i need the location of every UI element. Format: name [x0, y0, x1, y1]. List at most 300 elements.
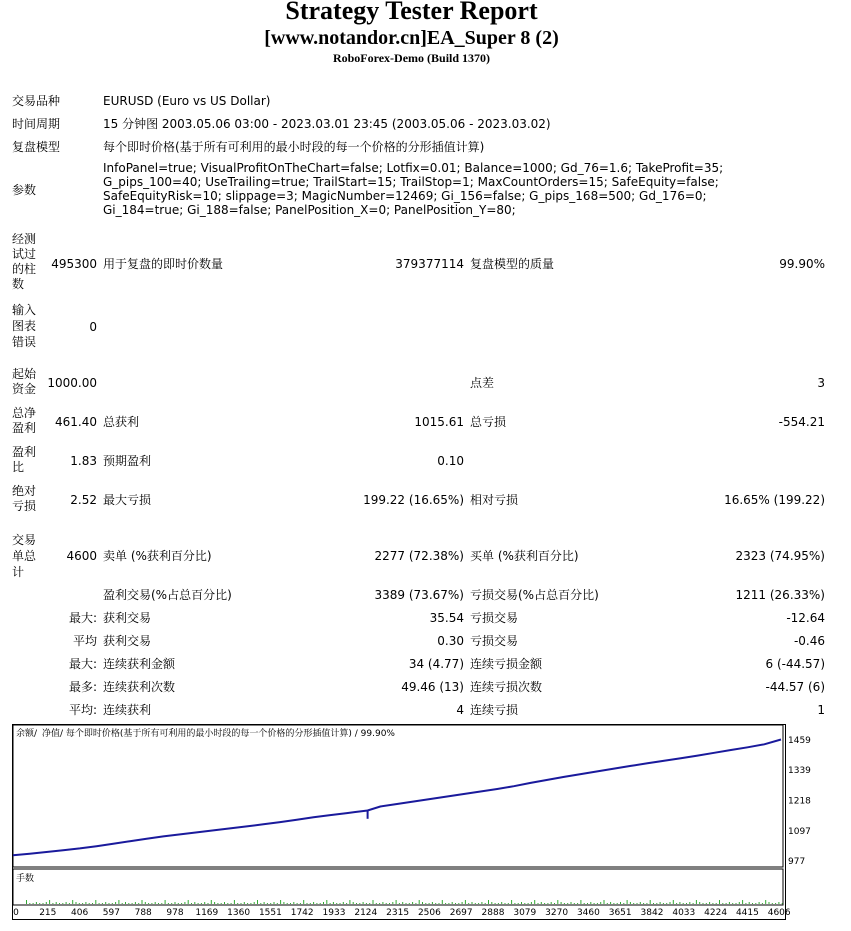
bars-value: 495300 [51, 257, 97, 271]
balance-chart [12, 724, 811, 919]
x-tick-label: 2697 [449, 908, 473, 918]
lots-bar [623, 903, 624, 904]
lots-bar [161, 903, 162, 904]
lots-bar [653, 903, 654, 904]
profit-factor-value: 1.83 [70, 454, 97, 468]
legend-sep-1: / [34, 729, 38, 739]
legend-equity: 净值 [42, 729, 61, 739]
lots-bar [749, 902, 750, 904]
lots-bar [435, 903, 436, 904]
lots-bar [148, 903, 149, 904]
lots-bar [26, 900, 27, 904]
lots-bar [36, 902, 37, 904]
lots-bar [782, 903, 783, 904]
lots-bar [340, 903, 341, 904]
lots-bar [475, 903, 476, 904]
lots-bar [448, 903, 449, 904]
lots-bar [382, 902, 383, 904]
largest-profit-label: 获利交易 [103, 611, 152, 625]
lots-bar [194, 902, 195, 904]
lots-bar [224, 902, 225, 904]
x-tick-label: 3651 [608, 908, 632, 918]
short-trades-value: 2277 (72.38%) [374, 549, 464, 563]
lots-bar [514, 903, 515, 904]
lots-bar [211, 900, 212, 904]
deposit-value: 1000.00 [47, 376, 97, 390]
lots-bar [356, 903, 357, 904]
total-trades-value: 4600 [66, 549, 97, 563]
x-tick-label: 4415 [735, 908, 759, 918]
lots-bar [49, 900, 50, 904]
lots-bar [488, 900, 489, 904]
x-tick-label: 3270 [545, 908, 569, 918]
lots-bar [353, 902, 354, 904]
lots-bar [43, 903, 44, 904]
profit-factor-label: 盈利比 [12, 445, 37, 474]
loss-trades-label: 亏损交易(%占总百分比) [470, 588, 599, 602]
lots-bar [528, 903, 529, 904]
lots-bar [151, 903, 152, 904]
x-tick-label: 215 [39, 908, 57, 918]
lots-bar [283, 902, 284, 904]
loss-trades-value: 1211 (26.33%) [735, 588, 825, 602]
lots-bar [646, 903, 647, 904]
lots-bar [511, 900, 512, 904]
lots-bar [184, 902, 185, 904]
lots-bar [99, 903, 100, 904]
lots-bar [188, 900, 189, 904]
lots-bar [600, 902, 601, 904]
lots-bar [686, 903, 687, 904]
lots-bar [541, 902, 542, 904]
lots-bar [402, 902, 403, 904]
lots-bar [594, 903, 595, 904]
x-tick-label: 1742 [290, 908, 314, 918]
lots-bar [419, 900, 420, 904]
average-prefix: 平均 [72, 634, 97, 648]
lots-bar [373, 900, 374, 904]
lots-bar [158, 903, 159, 904]
lots-bar [376, 903, 377, 904]
symbol-label: 交易品种 [12, 94, 61, 108]
model-value: 每个即时价格(基于所有可利用的最小时段的每一个价格的分形插值计算) [103, 140, 485, 154]
lots-bar [326, 900, 327, 904]
params-value: InfoPanel=true; VisualProfitOnTheChart=false; Lotfix=0.01; Balance=1000; Gd_76=1.6; TakeProfit=35; G_pips_100=40; UseTrailing=true; TrailStart=15; TrailStop=1; MaxCountOrders=15; SafeEquity=false; SafeEquityRisk=10; slippage=3; MagicNumber=12469; Gi_156=false; G_pips_168=500; Gd_176=0; Gi_184=true; Gi_188=false; PanelPosition_X=0; PanelPosition_Y=80; [103, 161, 724, 217]
lots-bar [138, 903, 139, 904]
lots-bar [274, 902, 275, 904]
max-cons-profit-value: 49.46 (13) [401, 680, 464, 694]
lots-bar [574, 903, 575, 904]
lots-bar [485, 903, 486, 904]
lots-bar [425, 903, 426, 904]
lots-bar [171, 903, 172, 904]
max-cons-win-amount-value: 34 (4.77) [408, 657, 464, 671]
lots-bar [679, 902, 680, 904]
lots-bar [59, 903, 60, 904]
lots-bar [458, 903, 459, 904]
x-tick-label: 3460 [576, 908, 600, 918]
avg-profit-label: 获利交易 [103, 634, 152, 648]
avg-cons-prefix: 平均: [68, 703, 97, 717]
lots-bar [89, 903, 90, 904]
lots-bar [386, 903, 387, 904]
lots-bar [769, 902, 770, 904]
lots-bar [518, 903, 519, 904]
lots-bar [439, 903, 440, 904]
lots-bar [571, 902, 572, 904]
lots-bar [696, 900, 697, 904]
lots-bar [683, 903, 684, 904]
lots-bar [336, 903, 337, 904]
lots-bar [267, 903, 268, 904]
lots-bar [432, 902, 433, 904]
ticks-label: 用于复盘的即时价数量 [103, 257, 224, 271]
profit-trades-value: 3389 (73.67%) [374, 588, 464, 602]
lots-bar [85, 902, 86, 904]
lots-bar [297, 903, 298, 904]
max-drawdown-label: 最大亏损 [103, 493, 152, 507]
x-tick-label: 0 [13, 908, 19, 918]
lots-bar [105, 902, 106, 904]
y-tick-label: 977 [788, 857, 806, 867]
profit-trades-label: 盈利交易(%占总百分比) [103, 588, 232, 602]
lots-bar [82, 903, 83, 904]
x-tick-label: 3842 [640, 908, 664, 918]
lots-plot-area [13, 869, 783, 905]
lots-bar [178, 903, 179, 904]
symbol-value: EURUSD (Euro vs US Dollar) [103, 94, 271, 108]
lots-label: 手数 [16, 874, 35, 884]
lots-bar [46, 902, 47, 904]
lots-bar [316, 903, 317, 904]
lots-bar [739, 902, 740, 904]
lots-bar [366, 903, 367, 904]
lots-bar [729, 902, 730, 904]
lots-bar [544, 903, 545, 904]
lots-bar [214, 902, 215, 904]
lots-bar [349, 900, 350, 904]
lots-bar [257, 900, 258, 904]
lots-bar [429, 903, 430, 904]
lots-bar [79, 903, 80, 904]
lots-bar [508, 903, 509, 904]
lots-bar [610, 902, 611, 904]
lots-bar [270, 903, 271, 904]
lots-bar [208, 903, 209, 904]
lots-bar [310, 903, 311, 904]
report-server: RoboForex-Demo (Build 1370) [332, 51, 491, 65]
lots-bar [181, 903, 182, 904]
x-tick-label: 406 [71, 908, 89, 918]
lots-bar [76, 902, 77, 904]
lots-bar [491, 902, 492, 904]
errors-value: 0 [89, 320, 97, 334]
lots-bar [320, 903, 321, 904]
lots-bar [95, 900, 96, 904]
lots-bar [501, 902, 502, 904]
lots-bar [577, 903, 578, 904]
lots-bar [109, 903, 110, 904]
lots-bar [237, 903, 238, 904]
largest-prefix: 最大: [68, 611, 97, 625]
lots-bar [607, 903, 608, 904]
lots-bar [33, 903, 34, 904]
lots-bar [118, 900, 119, 904]
lots-bar [465, 900, 466, 904]
lots-bar [732, 903, 733, 904]
period-value: 15 分钟图 2003.05.06 03:00 - 2023.03.01 23:45 (2003.05.06 - 2023.03.02) [103, 117, 551, 131]
lots-bar [617, 903, 618, 904]
lots-bar [66, 902, 67, 904]
lots-bar [313, 902, 314, 904]
lots-bar [132, 903, 133, 904]
gross-profit-label: 总获利 [103, 415, 140, 429]
largest-profit-value: 35.54 [429, 611, 464, 625]
lots-bar [468, 903, 469, 904]
lots-bar [399, 903, 400, 904]
lots-bar [102, 903, 103, 904]
lots-bar [241, 903, 242, 904]
lots-bar [250, 903, 251, 904]
lots-bar [303, 900, 304, 904]
lots-bar [640, 902, 641, 904]
max-cons-loss-value: -44.57 (6) [765, 680, 825, 694]
legend-model: / 每个即时价格(基于所有可利用的最小时段的每一个价格的分形插值计算) / 99.90% [60, 729, 395, 739]
lots-bar [277, 903, 278, 904]
errors-label: 输入图表错误 [12, 303, 37, 349]
x-tick-label: 4033 [672, 908, 696, 918]
lots-bar [656, 903, 657, 904]
lots-bar [689, 902, 690, 904]
lots-bar [551, 902, 552, 904]
params-label: 参数 [12, 183, 37, 197]
lots-bar [524, 903, 525, 904]
quality-value: 99.90% [779, 257, 825, 271]
lots-bar [462, 902, 463, 904]
lots-bar [534, 900, 535, 904]
lots-bar [772, 903, 773, 904]
avg-loss-label: 亏损交易 [470, 634, 519, 648]
largest-loss-label: 亏损交易 [470, 611, 519, 625]
lots-bar [580, 900, 581, 904]
lots-bar [307, 903, 308, 904]
lots-bar [217, 903, 218, 904]
lots-bar [191, 903, 192, 904]
avg-cons-loss-label: 连续亏损 [470, 703, 519, 717]
ticks-value: 379377114 [395, 257, 464, 271]
lots-bar [346, 903, 347, 904]
lots-bar [412, 902, 413, 904]
long-trades-value: 2323 (74.95%) [735, 549, 825, 563]
lots-bar [452, 902, 453, 904]
avg-cons-win-label: 连续获利 [103, 703, 152, 717]
lots-bar [472, 902, 473, 904]
lots-bar [561, 902, 562, 904]
lots-bar [142, 900, 143, 904]
lots-bar [712, 903, 713, 904]
lots-bar [755, 903, 756, 904]
lots-bar [389, 903, 390, 904]
lots-bar [260, 903, 261, 904]
lots-bar [201, 903, 202, 904]
x-tick-label: 3079 [513, 908, 537, 918]
spread-label: 点差 [470, 376, 495, 390]
lots-bar [597, 903, 598, 904]
avg-profit-value: 0.30 [437, 634, 464, 648]
lots-bar [442, 900, 443, 904]
lots-bar [204, 902, 205, 904]
y-tick-label: 1339 [788, 766, 811, 777]
lots-bar [359, 903, 360, 904]
lots-bar [531, 902, 532, 904]
lots-bar [660, 902, 661, 904]
net-profit-label: 总净盈利 [12, 406, 37, 435]
lots-bar [666, 903, 667, 904]
lots-bar [128, 903, 129, 904]
lots-bar [590, 902, 591, 904]
lots-bar [745, 903, 746, 904]
avg-cons-win-value: 4 [456, 703, 464, 717]
x-tick-label: 1551 [258, 908, 282, 918]
total-trades-label: 交易单总计 [12, 533, 37, 579]
long-trades-label: 买单 (%获利百分比) [470, 549, 579, 563]
largest-loss-value: -12.64 [786, 611, 825, 625]
lots-bar [709, 902, 710, 904]
lots-bar [765, 900, 766, 904]
lots-bar [244, 902, 245, 904]
rel-drawdown-label: 相对亏损 [470, 493, 519, 507]
lots-bar [670, 902, 671, 904]
report-subtitle: [www.notandor.cn]EA_Super 8 (2) [264, 27, 559, 49]
lots-bar [505, 903, 506, 904]
lots-bar [633, 903, 634, 904]
abs-drawdown-value: 2.52 [70, 493, 97, 507]
lots-bar [363, 902, 364, 904]
lots-bar [145, 902, 146, 904]
lots-bar [538, 903, 539, 904]
lots-bar [56, 902, 57, 904]
max-cons-profit-label: 连续获利次数 [103, 680, 176, 694]
payoff-label: 预期盈利 [103, 454, 152, 468]
lots-bar [481, 902, 482, 904]
x-tick-label: 597 [102, 908, 120, 918]
lots-bar [290, 903, 291, 904]
lots-bar [613, 903, 614, 904]
lots-bar [716, 903, 717, 904]
lots-bar [300, 903, 301, 904]
lots-bar [762, 903, 763, 904]
lots-bar [775, 903, 776, 904]
lots-bar [392, 902, 393, 904]
lots-bar [604, 900, 605, 904]
lots-bar [165, 900, 166, 904]
y-axis [788, 736, 811, 867]
report-title: Strategy Tester Report [285, 0, 538, 25]
lots-bar [719, 900, 720, 904]
x-tick-label: 4224 [704, 908, 728, 918]
lots-bar [584, 903, 585, 904]
short-trades-label: 卖单 (%获利百分比) [103, 549, 212, 563]
lots-bar [554, 903, 555, 904]
lots-bar [620, 902, 621, 904]
max-cons-loss-amount-value: 6 (-44.57) [765, 657, 825, 671]
rel-drawdown-value: 16.65% (199.22) [724, 493, 825, 507]
max-drawdown-value: 199.22 (16.65%) [363, 493, 464, 507]
abs-drawdown-label: 绝对亏损 [12, 484, 37, 513]
lots-bar [293, 902, 294, 904]
lots-bar [323, 902, 324, 904]
lots-bar [125, 902, 126, 904]
lots-bar [564, 903, 565, 904]
legend-balance: 余额 [16, 729, 35, 739]
lots-bar [122, 903, 123, 904]
lots-bar [547, 903, 548, 904]
lots-bar [521, 902, 522, 904]
x-tick-label: 1933 [322, 908, 346, 918]
main-plot-area [13, 725, 783, 867]
lots-bar [112, 903, 113, 904]
lots-bar [287, 903, 288, 904]
max-cons-loss-label: 连续亏损次数 [470, 680, 543, 694]
payoff-value: 0.10 [437, 454, 464, 468]
y-tick-label: 1097 [788, 826, 811, 837]
lots-bar [52, 903, 53, 904]
lots-bar [736, 903, 737, 904]
lots-bar [699, 902, 700, 904]
deposit-label: 起始资金 [12, 367, 37, 396]
lots-bar [343, 902, 344, 904]
lots-bar [643, 903, 644, 904]
x-tick-label: 788 [134, 908, 152, 918]
max-cons-prefix: 最大: [68, 657, 97, 671]
lots-bar [69, 903, 70, 904]
lots-bar [234, 900, 235, 904]
lots-bar [264, 902, 265, 904]
lots-bar [379, 903, 380, 904]
lots-bar [280, 900, 281, 904]
lots-bar [676, 903, 677, 904]
gross-loss-label: 总亏损 [470, 415, 507, 429]
x-tick-label: 2506 [417, 908, 441, 918]
lots-bar [135, 902, 136, 904]
lots-bar [557, 900, 558, 904]
lots-bar [406, 903, 407, 904]
lots-bar [778, 902, 779, 904]
lots-bar [422, 902, 423, 904]
lots-bar [369, 903, 370, 904]
lots-bar [409, 903, 410, 904]
lots-bar [333, 902, 334, 904]
lots-bar [155, 902, 156, 904]
lots-bar [495, 903, 496, 904]
x-tick-label: 1360 [227, 908, 251, 918]
quality-label: 复盘模型的质量 [470, 257, 555, 271]
lots-bar [168, 903, 169, 904]
lots-bar [637, 903, 638, 904]
lots-bar [72, 900, 73, 904]
lots-bar [650, 900, 651, 904]
y-tick-label: 1459 [788, 736, 811, 746]
gross-profit-value: 1015.61 [414, 415, 464, 429]
lots-bar [478, 903, 479, 904]
x-tick-label: 2124 [354, 908, 378, 918]
avg-loss-value: -0.46 [793, 634, 825, 648]
lots-bar [415, 903, 416, 904]
lots-bar [455, 903, 456, 904]
lots-bar [330, 903, 331, 904]
lots-bar [627, 900, 628, 904]
lots-bar [396, 900, 397, 904]
